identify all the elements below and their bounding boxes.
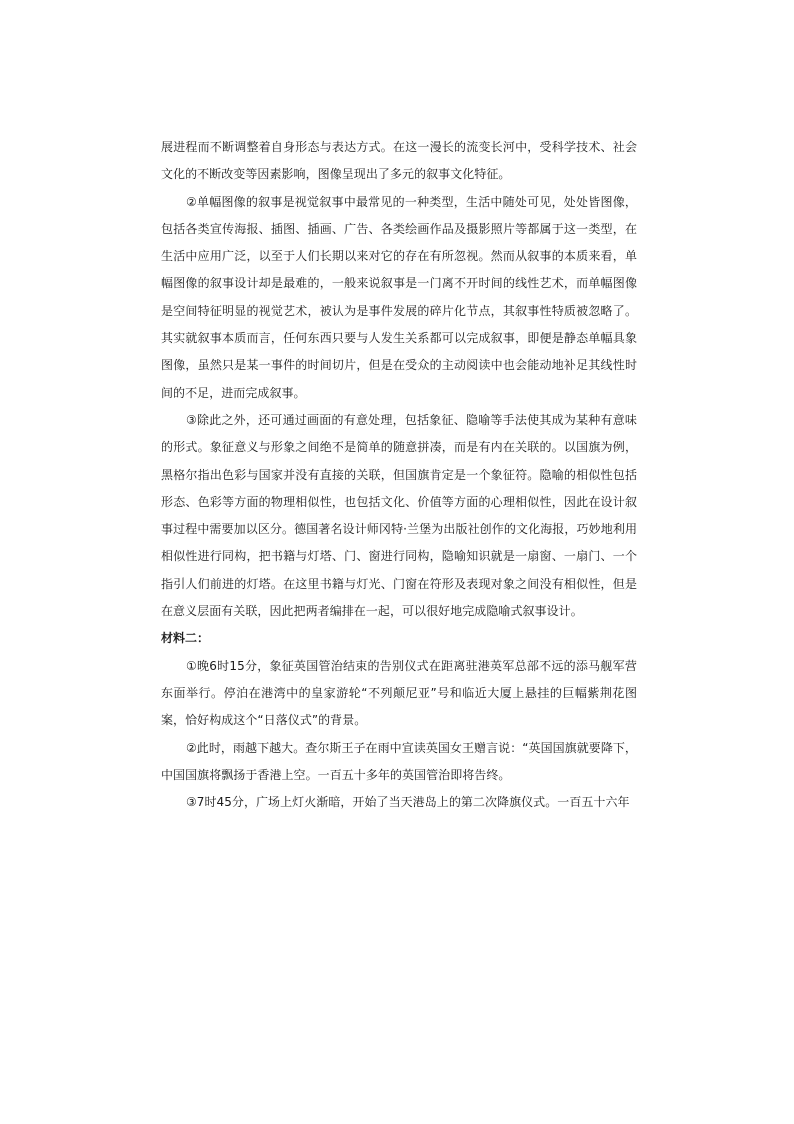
material-two-paragraph-2: ②此时，雨越下越大。查尔斯王子在雨中宣读英国女王赠言说：“英国国旗就要降下，中国国旗将飘扬于香港上空。一百五十多年的英国管治即将告终。 bbox=[161, 740, 637, 782]
paragraph-3: ③除此之外，还可通过画面的有意处理，包括象征、隐喻等手法使其成为某种有意味的形式。象征意义与形象之间绝不是简单的随意拼凑，而是有内在关联的。以国旗为例，黑格尔指出色彩与国家并没有直接的关联，但国旗肯定是一个象征符。隐喻的相似性包括形态、色彩等方面的物理相似性，也包括文化、价值等方面的心理相似性，因此在设计叙事过程中需要加以区分。德国著名设计师冈特·兰堡为出版社创作的文化海报，巧妙地利用相似性进行同构，把书籍与灯塔、门、窗进行同构，隐喻知识就是一扇窗、一扇门、一个指引人们前进的灯塔。在这里书籍与灯光、门窗在符形及表现对象之间没有相似性，但是在意义层面有关联，因此把两者编排在一起，可以很好地完成隐喻式叙事设计。 bbox=[161, 412, 637, 619]
paragraph-continuation: 展进程而不断调整着自身形态与表达方式。在这一漫长的流变长河中，受科学技术、社会文化的不断改变等因素影响，图像呈现出了多元的叙事文化特征。 bbox=[161, 140, 637, 182]
material-two-paragraph-1: ①晚6时15分，象征英国管治结束的告别仪式在距离驻港英军总部不远的添马舰军营东面举行。停泊在港湾中的皇家游轮“不列颠尼亚”号和临近大厦上悬挂的巨幅紫荆花图案，恰好构成这个“日落仪式”的背景。 bbox=[161, 658, 637, 728]
body-text bbox=[161, 134, 637, 816]
material-two-paragraph-3: ③7时45分，广场上灯火渐暗，开始了当天港岛上的第二次降旗仪式。一百五十六年 bbox=[186, 795, 630, 810]
section-heading-material-two: 材料二： bbox=[161, 631, 210, 646]
paragraph-2: ②单幅图像的叙事是视觉叙事中最常见的一种类型，生活中随处可见，处处皆图像，包括各类宣传海报、插图、插画、广告、各类绘画作品及摄影照片等都属于这一类型，在生活中应用广泛，以至于人们长期以来对它的存在有所忽视。然而从叙事的本质来看，单幅图像的叙事设计却是最难的，一般来说叙事是一门离不开时间的线性艺术，而单幅图像是空间特征明显的视觉艺术，被认为是事件发展的碎片化节点，其叙事性特质被忽略了。其实就叙事本质而言，任何东西只要与人发生关系都可以完成叙事，即便是静态单幅具象图像，虽然只是某一事件的时间切片，但是在受众的主动阅读中也会能动地补足其线性时间的不足，进而完成叙事。 bbox=[161, 194, 637, 400]
